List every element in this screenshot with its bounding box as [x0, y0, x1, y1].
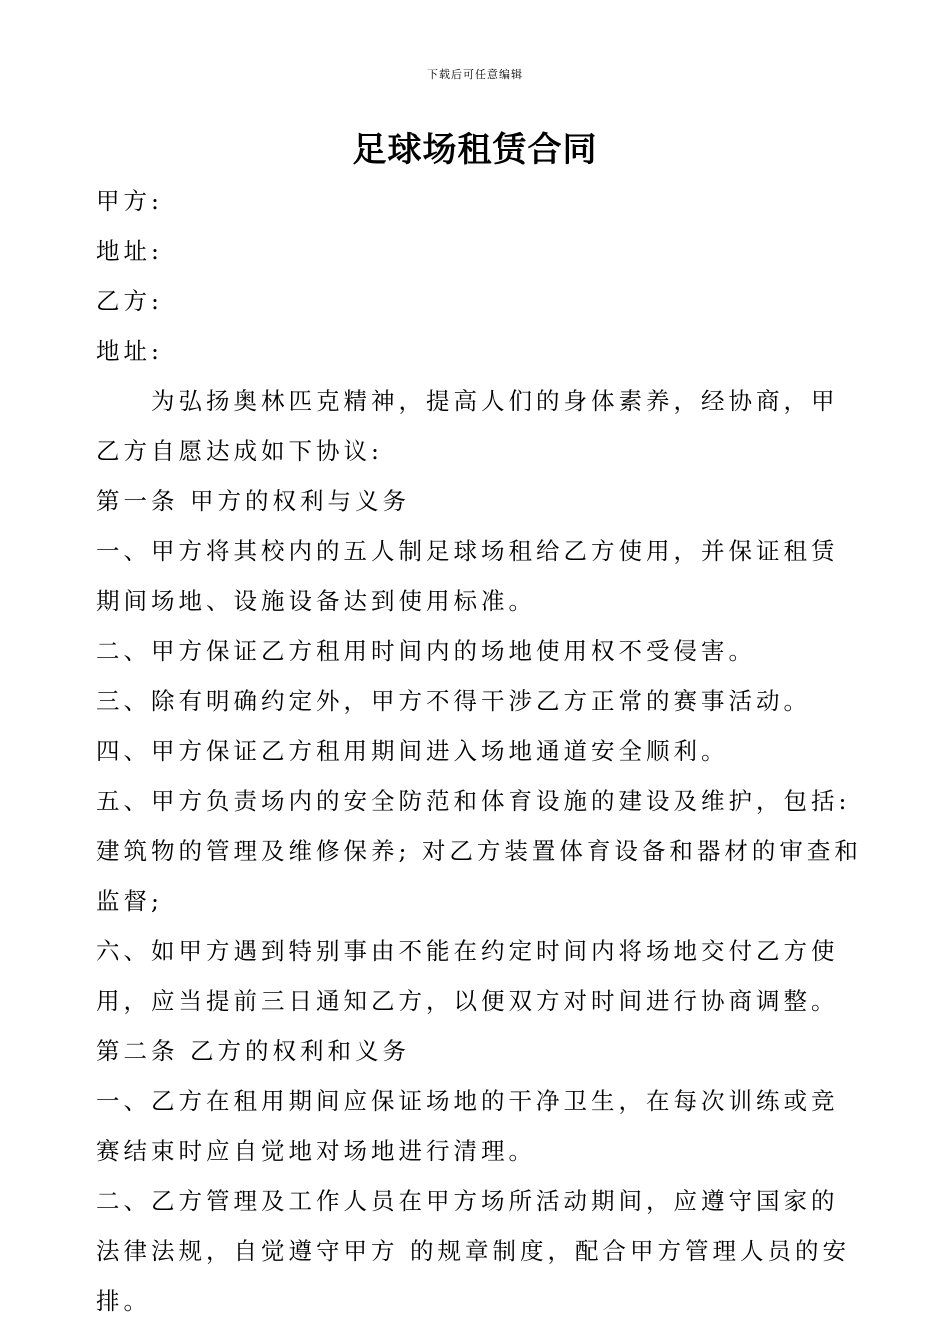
party-a-address-label: 地址:: [96, 237, 163, 265]
article-2-heading: 第二条 乙方的权利和义务: [96, 1037, 410, 1065]
contract-body: [96, 176, 864, 1326]
header-note: 下载后可任意编辑: [427, 68, 523, 81]
article-2-clause-1: 一、乙方在租用期间应保证场地的干净卫生，在每次训练或竞赛结束时应自觉地对场地进行清理。: [96, 1087, 839, 1165]
article-1-clause-4: 四、甲方保证乙方租用期间进入场地通道安全顺利。: [96, 737, 729, 765]
preamble-paragraph: 为弘扬奥林匹克精神，提高人们的身体素养，经协商，甲乙方自愿达成如下协议:: [96, 387, 839, 465]
article-1-clause-2: 二、甲方保证乙方租用时间内的场地使用权不受侵害。: [96, 637, 756, 665]
party-a-label: 甲方:: [96, 187, 163, 215]
article-1-heading: 第一条 甲方的权利与义务: [96, 487, 410, 515]
party-b-label: 乙方:: [96, 287, 163, 315]
party-b-address-label: 地址:: [96, 337, 163, 365]
document-title: 足球场租赁合同: [352, 130, 598, 170]
article-1-clause-3: 三、除有明确约定外，甲方不得干涉乙方正常的赛事活动。: [96, 687, 811, 715]
article-1-clause-5: 五、甲方负责场内的安全防范和体育设施的建设及维护，包括: 建筑物的管理及维修保养; 对乙方装置体育设备和器材的审查和监督;: [96, 787, 862, 915]
article-1-clause-1: 一、甲方将其校内的五人制足球场租给乙方使用，并保证租赁期间场地、设施设备达到使用标准。: [96, 537, 839, 615]
article-2-clause-2: 二、乙方管理及工作人员在甲方场所活动期间，应遵守国家的法律法规，自觉遵守甲方 的规章制度，配合甲方管理人员的安排。: [96, 1187, 850, 1315]
article-1-clause-6: 六、如甲方遇到特别事由不能在约定时间内将场地交付乙方使用，应当提前三日通知乙方，以便双方对时间进行协商调整。: [96, 937, 839, 1015]
